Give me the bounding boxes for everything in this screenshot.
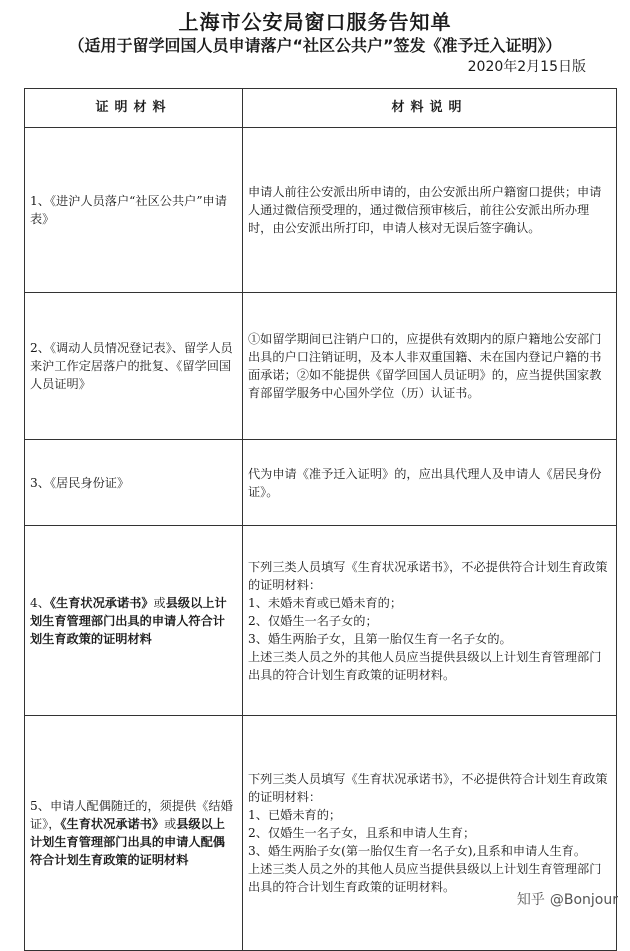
- watermark-site: 知乎: [516, 892, 545, 908]
- material-cell: 1、《进沪人员落户“社区公共户”申请表》: [25, 128, 243, 293]
- description-line: 2、仅婚生一名子女，且系和申请人生育；: [248, 826, 476, 840]
- material-cell: [25, 716, 243, 951]
- description-line: 2、仅婚生一名子女的；: [248, 613, 378, 628]
- material-bold2: 县级以上计划生育管理部门出具的申请人符合计划生育政策的证明材料: [30, 595, 227, 646]
- description-line: 下列三类人员填写《生育状况承诺书》，不必提供符合计划生育政策的证明材料：: [248, 559, 608, 592]
- col-header-description: 材料说明: [243, 89, 617, 128]
- description-cell: 申请人前往公安派出所申请的，由公安派出所户籍窗口提供；申请人通过微信预受理的，通过微信预审核后，前往公安派出所办理时，由公安派出所打印，申请人核对无误后签字确认。: [243, 128, 617, 293]
- watermark-user: @Bonjour: [549, 892, 618, 908]
- table-row: [25, 293, 617, 440]
- material-bold2: 县级以上计划生育管理部门出具的申请人配偶符合计划生育政策的证明材料: [30, 817, 225, 867]
- description-line: 3、婚生两胎子女，且第一胎仅生育一名子女的。: [248, 631, 512, 646]
- description-line: 上述三类人员之外的其他人员应当提供县级以上计划生育管理部门出具的符合计划生育政策的证明材料。: [248, 862, 602, 894]
- material-cell: [25, 526, 243, 716]
- table-row: [25, 440, 617, 526]
- description-line: 下列三类人员填写《生育状况承诺书》，不必提供符合计划生育政策的证明材料：: [248, 772, 608, 804]
- table-row: [25, 526, 617, 716]
- material-plain: 或: [164, 817, 177, 831]
- material-plain: 或: [153, 595, 166, 610]
- table-header-row: [25, 89, 617, 128]
- watermark: [517, 889, 618, 909]
- table-row: [25, 716, 617, 951]
- description-cell: ①如留学期间已注销户口的，应提供有效期内的原户籍地公安部门出具的户口注销证明，及本人非双重国籍、未在国内登记户籍的书面承诺；②如不能提供《留学回国人员证明》的，应当提供国家教育部留学服务中心国外学位（历）认证书。: [243, 293, 617, 440]
- description-cell: [243, 526, 617, 716]
- notice-subtitle: （适用于留学回国人员申请落户“社区公共户”签发《准予迁入证明》）: [68, 36, 562, 55]
- material-prefix: 4、: [30, 595, 50, 610]
- notice-title: 上海市公安局窗口服务告知单: [178, 10, 452, 34]
- material-cell: 2、《调动人员情况登记表》、留学人员来沪工作定居落户的批复、《留学回国人员证明》: [25, 293, 243, 440]
- material-bold: 《生育状况承诺书》: [60, 817, 165, 831]
- col-header-materials: 证明材料: [25, 89, 243, 128]
- material-cell: 3、《居民身份证》: [25, 440, 243, 526]
- description-line: 3、婚生两胎子女(第一胎仅生育一名子女),且系和申请人生育。: [248, 844, 587, 858]
- material-bold: 《生育状况承诺书》: [49, 595, 154, 610]
- description-cell: [243, 716, 617, 951]
- description-line: 上述三类人员之外的其他人员应当提供县级以上计划生育管理部门出具的符合计划生育政策的证明材料。: [248, 649, 602, 682]
- description-line: 1、未婚未育或已婚未育的；: [248, 595, 403, 610]
- material-plain: 5、申请人配偶随迁的，须提供《结婚证》，: [30, 799, 233, 831]
- table-row: [25, 128, 617, 293]
- materials-table: [24, 88, 617, 951]
- description-line: 1、已婚未育的；: [248, 808, 342, 822]
- edition-date: 2020年2月15日版: [467, 59, 586, 75]
- description-cell: 代为申请《准予迁入证明》的，应出具代理人及申请人《居民身份证》。: [243, 440, 617, 526]
